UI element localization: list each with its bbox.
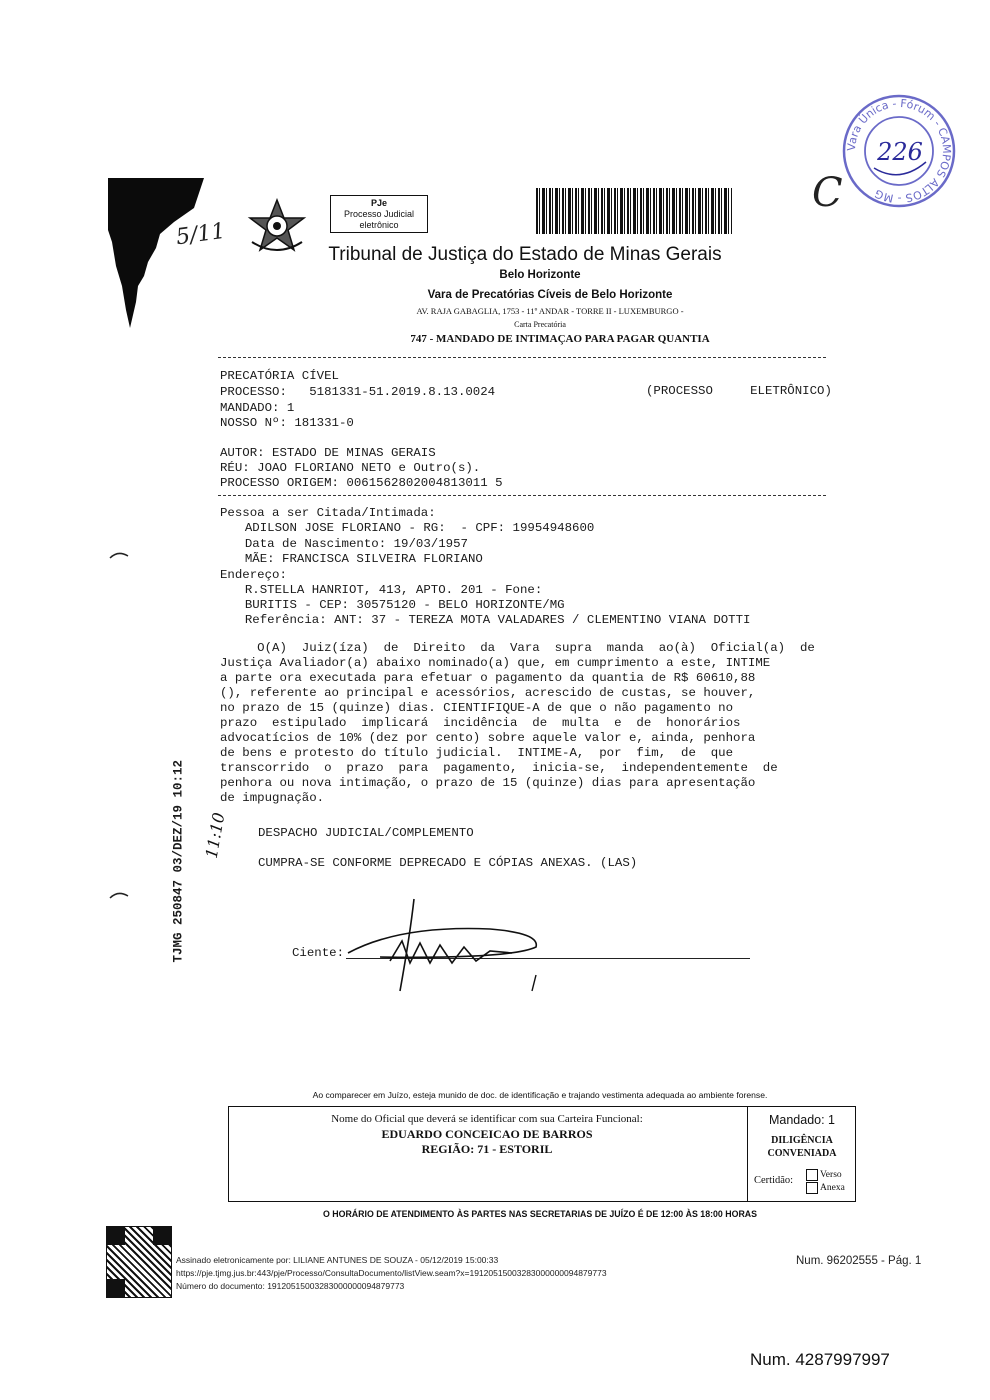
endereco-label: Endereço: [220,568,287,582]
body-line: penhora ou nova intimação, o prazo de 15 (quinze) dias para apresentação [220,776,756,790]
address-line-1: R.STELLA HANRIOT, 413, APTO. 201 - Fone: [230,583,543,597]
despacho-title: DESPACHO JUDICIAL/COMPLEMENTO [258,826,474,840]
certidao-label: Certidão: [754,1175,794,1186]
address-line-2: BURITIS - CEP: 30575120 - BELO HORIZONTE/MG [230,598,565,612]
document-kind: Carta Precatória [514,320,566,329]
body-line: (), referente ao principal e acessórios, acrescido de custas, se houver, [220,686,756,700]
bottom-document-number: Num. 4287997997 [750,1350,890,1369]
pje-logo-box [330,195,428,233]
officer-region: REGIÃO: 71 - ESTORIL [421,1142,553,1156]
checkbox-anexa[interactable] [806,1182,818,1194]
verso-label: Verso [820,1170,842,1181]
diligencia-label: DILIGÊNCIA [771,1135,833,1146]
coat-of-arms-icon [246,198,308,256]
processo-origem: PROCESSO ORIGEM: 0061562802004813011 5 [220,476,503,490]
mandado-cell [747,1107,856,1201]
document-number: Número do documento: 19120515003283000000094879773 [176,1281,405,1291]
page-reference: Num. 96202555 - Pág. 1 [796,1255,922,1267]
nosso-number: NOSSO Nº: 181331-0 [220,416,354,430]
handwritten-letter: C [812,170,843,216]
qr-code [106,1226,172,1298]
anexa-label: Anexa [820,1183,845,1194]
court-address: AV. RAJA GABAGLIA, 1753 - 11º ANDAR - TORRE II - LUXEMBURGO - [416,306,684,316]
handwritten-signature [340,895,570,1005]
body-line: Justiça Avaliador(a) abaixo nominado(a) que, em cumprimento a este, INTIME [220,656,771,670]
anexa-checkbox[interactable] [806,1182,845,1194]
pessoa-birth: Data de Nascimento: 19/03/1957 [230,537,468,551]
pessoa-mother: MÃE: FRANCISCA SILVEIRA FLORIANO [230,552,483,566]
body-line: no prazo de 15 (quinze) dias. CIENTIFIQUE-A de que o não pagamento no [220,701,734,715]
mandado-number: MANDADO: 1 [220,401,295,415]
body-line: de bens e protesto do título judicial. INTIME-A, por fim, de que [220,746,734,760]
autor-line: AUTOR: ESTADO DE MINAS GERAIS [220,446,436,460]
pje-line-2: Processo Judicial [343,209,415,219]
separator-middle [218,495,826,496]
vara-name: Vara de Precatórias Cíveis de Belo Horizonte [427,289,673,301]
court-city: Belo Horizonte [499,269,581,281]
protocol-side-stamp: TJMG 250847 03/DEZ/19 10:12 [171,759,186,963]
ciente-label: Ciente: [292,946,345,960]
handwritten-date-mark: 5/11 [174,218,227,251]
signature-info [176,1254,607,1293]
body-paragraph [220,641,815,806]
reu-line: RÉU: JOAO FLORIANO NETO e Outro(s). [220,461,481,475]
torn-black-corner [108,178,218,328]
process-number: PROCESSO: 5181331-51.2019.8.13.0024 [220,385,496,399]
mandado-title: 747 - MANDADO DE INTIMAÇAO PARA PAGAR QUANTIA [410,333,710,345]
body-line: advocatícios de 10% (dez por cento) sobre aquele valor e, ainda, penhora [220,731,756,745]
officer-box [228,1106,856,1202]
footer-notice: Ao comparecer em Juízo, esteja munido de doc. de identificação e trajando vestimenta adequada ao ambiente forense. [312,1090,768,1100]
body-line: prazo estipulado implicará incidência de multa e de honorários [220,716,741,730]
stamp-page-number: 226 [877,138,923,166]
despacho-text: CUMPRA-SE CONFORME DEPRECADO E CÓPIAS ANEXAS. (LAS) [258,856,638,870]
margin-mark [108,550,130,560]
margin-mark [108,890,130,900]
separator-top [218,357,826,358]
signed-by: Assinado eletronicamente por: LILIANE ANTUNES DE SOUZA - 05/12/2019 15:00:33 [176,1255,499,1265]
officer-name: EDUARDO CONCEICAO DE BARROS [381,1127,593,1141]
circular-court-stamp [840,92,958,210]
side-handwriting: 11:10 [201,811,229,860]
service-hours: O HORÁRIO DE ATENDIMENTO ÀS PARTES NAS SECRETARIAS DE JUÍZO É DE 12:00 ÀS 18:00 HORAS [322,1209,758,1219]
body-line: de impugnação. [220,791,325,805]
checkbox-verso[interactable] [806,1169,818,1181]
officer-label: Nome do Oficial que deverá se identificar com sua Carteira Funcional: [331,1113,643,1125]
document-url[interactable]: https://pje.tjmg.jus.br:443/pje/Processo/ConsultaDocumento/listView.seam?x=19120515003283000000094879773 [176,1268,607,1278]
pessoa-name: ADILSON JOSE FLORIANO - RG: - CPF: 19954948600 [230,521,595,535]
conveniada-label: CONVENIADA [767,1148,837,1159]
mandado-cell-label: Mandado: 1 [768,1113,836,1127]
process-eletronico: (PROCESSO ELETRÔNICO) [646,384,832,398]
body-line: transcorrido o prazo para pagamento, inicia-se, independentemente de [220,761,778,775]
barcode [536,188,732,234]
pje-line-1: PJe [370,198,387,208]
pessoa-title: Pessoa a ser Citada/Intimada: [220,506,436,520]
verso-checkbox[interactable] [806,1169,842,1181]
body-line: a parte ora executada para efetuar o pagamento da quantia de R$ 60610,88 [220,671,756,685]
address-line-3: Referência: ANT: 37 - TEREZA MOTA VALADARES / CLEMENTINO VIANA DOTTI [230,613,751,627]
process-type: PRECATÓRIA CÍVEL [220,369,339,383]
stamp-ring-text: Vara Única - Fórum - CAMPOS ALTOS - MG [844,96,954,206]
pje-line-3: eletrônico [359,220,399,230]
body-line: O(A) Juiz(íza) de Direito da Vara supra manda ao(à) Oficial(a) de [220,641,815,655]
court-name: Tribunal de Justiça do Estado de Minas Gerais [328,244,722,265]
